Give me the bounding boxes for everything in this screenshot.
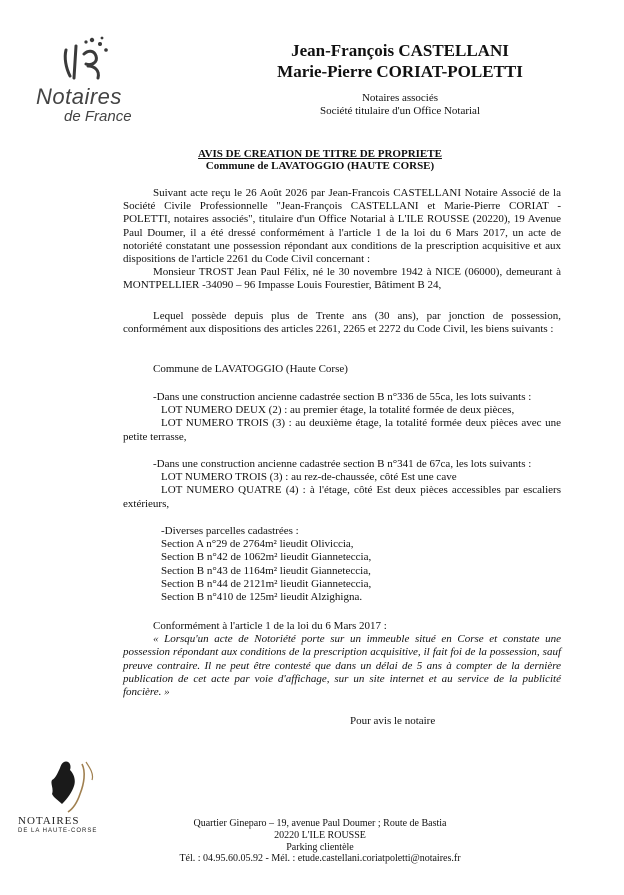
parcel-item: Section B n°44 de 2121m² lieudit Gianneteccia, <box>161 577 372 590</box>
footer-line-2: 20220 L'ILE ROUSSE <box>274 829 366 841</box>
law-block <box>123 620 561 699</box>
footer-address <box>160 818 480 865</box>
notary-name-2: Marie-Pierre CORIAT-POLETTI <box>277 62 523 81</box>
possession-paragraph: Lequel possède depuis plus de Trente ans (30 ans), par jonction de possession, conformément aux dispositions des articles 2261, 2265 et 2272 du Code Civil, les biens suivants : <box>123 310 561 336</box>
logo-bottom-word-2: DE LA HAUTE-CORSE <box>18 828 98 834</box>
commune-text: Commune de LAVATOGGIO (Haute Corse) <box>153 363 348 375</box>
parcels-block <box>161 525 561 604</box>
parcels-intro: -Diverses parcelles cadastrées : <box>161 525 299 537</box>
commune-line <box>123 363 561 376</box>
document-subtitle: Commune de LAVATOGGIO (HAUTE CORSE) <box>205 160 435 172</box>
notaires-haute-corse-logo <box>14 758 124 838</box>
logo-word-de-france: de France <box>64 108 132 125</box>
header-subtitle-2: Société titulaire d'un Office Notarial <box>320 105 480 117</box>
owner-paragraph: Monsieur TROST Jean Paul Félix, né le 30 novembre 1942 à NICE (06000), demeurant à MONTPELLIER -34090 – 96 Impasse Louis Fourestier, Bâtiment B 24, <box>123 266 561 292</box>
body-paragraph-1 <box>123 187 561 293</box>
header-subtitle <box>250 92 550 118</box>
notaires-emblem-icon <box>58 36 114 84</box>
construction-1 <box>123 391 561 444</box>
footer-line-1: Quartier Gineparo – 19, avenue Paul Doumer ; Route de Bastia <box>193 818 447 829</box>
notary-name-1: Jean-François CASTELLANI <box>291 41 509 60</box>
signature-line: Pour avis le notaire <box>350 715 436 727</box>
construction-2-lot-2: LOT NUMERO QUATRE (4) : à l'étage, côté Est deux pièces accessibles par escaliers extérieurs, <box>123 484 561 510</box>
header-subtitle-1: Notaires associés <box>361 92 439 104</box>
construction-2-intro: -Dans une construction ancienne cadastrée section B n°341 de 67ca, les lots suivants : <box>153 458 532 470</box>
act-paragraph: Suivant acte reçu le 26 Août 2026 par Jean-Francois CASTELLANI Notaire Associé de la Société Civile Professionnelle "Jean-François CASTELLANI et Marie-Pierre CORIAT - POLETTI, notaires associés", titulaire d'un Office Notarial à L'ILE ROUSSE (20220), 19 Avenue Paul Doumer, il a été dressé conformément à l'article 1 de la loi du 6 Mars 2017, un acte de notoriété constatant une possession répondant aux conditions de la prescription acquisitive et aux dispositions de l'article 2261 du Code Civil concernant : <box>123 187 561 266</box>
footer-line-4: Tél. : 04.95.60.05.92 - Mél. : etude.castellani.coriatpoletti@notaires.fr <box>179 853 461 865</box>
notaires-de-france-logo <box>28 36 148 131</box>
construction-1-lot-1: LOT NUMERO DEUX (2) : au premier étage, la totalité formée de deux pièces, <box>161 404 515 417</box>
construction-1-intro: -Dans une construction ancienne cadastrée section B n°336 de 55ca, les lots suivants : <box>153 391 532 403</box>
footer-line-3: Parking clientèle <box>286 841 354 853</box>
construction-1-lot-2: LOT NUMERO TROIS (3) : au deuxième étage, la totalité formée deux pièces avec une petite terrasse, <box>123 417 561 443</box>
notary-names <box>250 40 550 82</box>
construction-2-lot-1: LOT NUMERO TROIS (3) : au rez-de-chaussée, côté Est une cave <box>161 471 457 484</box>
logo-bottom-word-1: NOTAIRES <box>18 815 80 827</box>
construction-2 <box>123 458 561 511</box>
parcel-item: Section B n°410 de 125m² lieudit Alzighigna. <box>161 591 363 604</box>
parcel-item: Section B n°43 de 1164m² lieudit Gianneteccia, <box>161 564 371 577</box>
law-quote: « Lorsqu'un acte de Notoriété porte sur un immeuble situé en Corse et constate une possession répondant aux conditions de la prescription acquisitive, il fait foi de la possession, sauf preuve contraire. Il ne peut être contesté que dans un délai de 5 ans à compter de la dernière publication de cet acte par voie d'affichage, sur un site internet et au service de la publicité foncière. » <box>123 633 561 699</box>
parcel-item: Section A n°29 de 2764m² lieudit Oliviccia, <box>161 538 354 551</box>
document-title: AVIS DE CREATION DE TITRE DE PROPRIETE <box>198 148 442 160</box>
parcel-item: Section B n°42 de 1062m² lieudit Gianneteccia, <box>161 551 372 564</box>
corsica-map-icon <box>24 758 114 814</box>
logo-word-notaires: Notaires <box>36 84 122 109</box>
conform-line: Conformément à l'article 1 de la loi du 6 Mars 2017 : <box>153 620 387 632</box>
body-paragraph-3 <box>123 310 561 336</box>
